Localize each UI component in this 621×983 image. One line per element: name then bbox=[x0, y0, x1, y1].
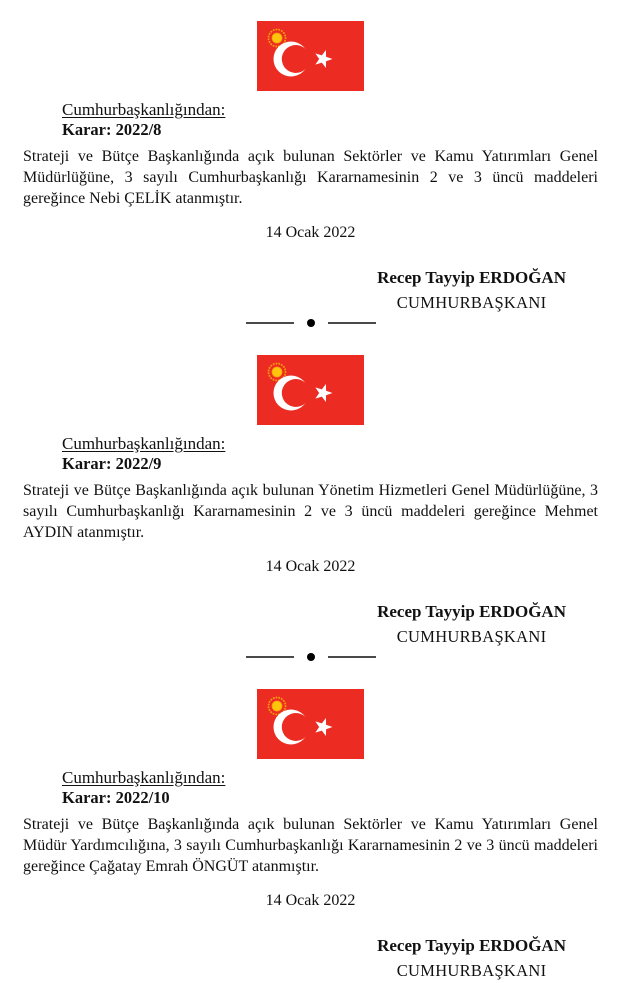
turkish-flag-graphic bbox=[257, 21, 364, 91]
decree-body-text: Strateji ve Bütçe Başkanlığında açık bulunan Sektörler ve Kamu Yatırımları Genel Müdür Yardımcılığına, 3 sayılı Cumhurbaşkanlığı Kararnamesinin 2 ve 3 üncü maddeleri gereğince Çağatay Emrah ÖNGÜT atanmıştır. bbox=[23, 816, 598, 875]
president-signature-name: Recep Tayyip ERDOĞAN bbox=[377, 936, 566, 955]
decree-date: 14 Ocak 2022 bbox=[265, 224, 356, 241]
turkish-flag-icon bbox=[257, 689, 364, 759]
separator-line bbox=[328, 322, 376, 324]
flag-field bbox=[257, 21, 364, 91]
decree-section-2022-9 bbox=[0, 355, 621, 663]
president-signature-name: Recep Tayyip ERDOĞAN bbox=[377, 268, 566, 287]
decree-section-2022-8 bbox=[0, 21, 621, 329]
decree-body-text: Strateji ve Bütçe Başkanlığında açık bulunan Sektörler ve Kamu Yatırımları Genel Müdürlüğüne, 3 sayılı Cumhurbaşkanlığı Kararnamesinin 2 ve 3 üncü maddeleri gereğince Nebi ÇELİK atanmıştır. bbox=[23, 148, 598, 207]
decree-heading bbox=[0, 434, 621, 474]
president-signature-title: CUMHURBAŞKANI bbox=[396, 293, 547, 312]
decision-number: Karar: 2022/8 bbox=[62, 120, 162, 139]
signature-block bbox=[377, 933, 566, 983]
separator-line bbox=[246, 322, 294, 324]
decree-heading bbox=[0, 100, 621, 140]
turkish-flag-graphic bbox=[257, 355, 364, 425]
section-separator bbox=[0, 317, 621, 329]
president-signature-title: CUMHURBAŞKANI bbox=[396, 627, 547, 646]
issuing-authority-heading: Cumhurbaşkanlığından: bbox=[62, 100, 226, 119]
signature-block bbox=[377, 599, 566, 649]
signature-block bbox=[377, 265, 566, 315]
flag-field bbox=[257, 355, 364, 425]
turkish-flag-icon bbox=[257, 21, 364, 91]
issuing-authority-heading: Cumhurbaşkanlığından: bbox=[62, 768, 226, 787]
turkish-flag-icon bbox=[257, 355, 364, 425]
president-signature-name: Recep Tayyip ERDOĞAN bbox=[377, 602, 566, 621]
president-signature-title: CUMHURBAŞKANI bbox=[396, 961, 547, 980]
turkish-flag-graphic bbox=[257, 689, 364, 759]
issuing-authority-heading: Cumhurbaşkanlığından: bbox=[62, 434, 226, 453]
section-separator bbox=[0, 651, 621, 663]
separator-dot-icon bbox=[307, 653, 315, 661]
decision-number: Karar: 2022/9 bbox=[62, 454, 162, 473]
flag-field bbox=[257, 689, 364, 759]
separator-dot-icon bbox=[307, 319, 315, 327]
decree-section-2022-10 bbox=[0, 689, 621, 983]
separator-line bbox=[328, 656, 376, 658]
decree-date: 14 Ocak 2022 bbox=[265, 558, 356, 575]
decree-date: 14 Ocak 2022 bbox=[265, 892, 356, 909]
separator-line bbox=[246, 656, 294, 658]
decree-heading bbox=[0, 768, 621, 808]
decision-number: Karar: 2022/10 bbox=[62, 788, 170, 807]
decree-body-text: Strateji ve Bütçe Başkanlığında açık bulunan Yönetim Hizmetleri Genel Müdürlüğüne, 3 sayılı Cumhurbaşkanlığı Kararnamesinin 2 ve 3 üncü maddeleri gereğince Mehmet AYDIN atanmıştır. bbox=[23, 482, 598, 541]
